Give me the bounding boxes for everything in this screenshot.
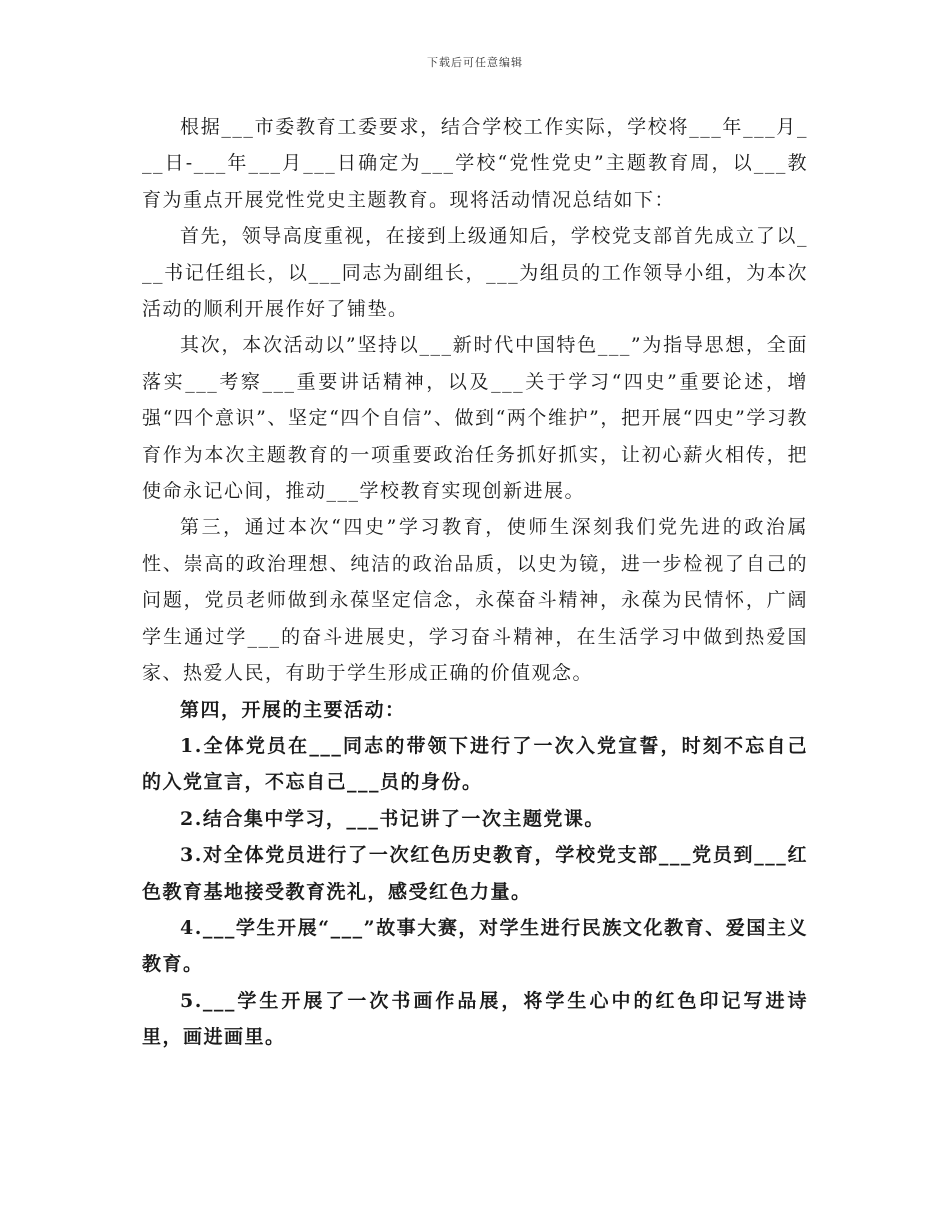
paragraph-first: 首先，领导高度重视，在接到上级通知后，学校党支部首先成立了以___书记任组长，以___同志为副组长，___为组员的工作领导小组，为本次活动的顺利开展作好了铺垫。	[142, 225, 808, 321]
paragraph-intro: 根据___市委教育工委要求，结合学校工作实际，学校将___年___月___日-___年___月___日确定为___学校“党性党史”主题教育周，以___教育为重点开展党性党史主题教育。现将活动情况总结如下：	[142, 116, 808, 211]
paragraph-third: 第三，通过本次“四史”学习教育，使师生深刻我们党先进的政治属性、崇高的政治理想、纯洁的政治品质，以史为镜，进一步检视了自己的问题，党员老师做到永葆坚定信念，永葆奋斗精神，永葆为民情怀，广阔学生通过学___的奋斗进展史，学习奋斗精神，在生活学习中做到热爱国家、热爱人民，有助于学生形成正确的价值观念。	[142, 516, 808, 685]
paragraph-second: 其次，本次活动以”坚持以___新时代中国特色___”为指导思想，全面落实___考察___重要讲话精神，以及___关于学习“四史”重要论述，增强“四个意识”、坚定“四个自信”、做到“两个维护”，把开展“四史”学习教育作为本次主题教育的一项重要政治任务抓好抓实，让初心薪火相传，把使命永记心间，推动___学校教育实现创新进展。	[142, 334, 808, 503]
activity-item-1: 1.全体党员在___同志的带领下进行了一次入党宣誓，时刻不忘自己的入党宣言，不忘自己___员的身份。	[142, 734, 808, 794]
document-body	[142, 109, 808, 1056]
activity-item-3: 3.对全体党员进行了一次红色历史教育，学校党支部___党员到___红色教育基地接受教育洗礼，感受红色力量。	[142, 844, 808, 903]
activity-item-5: 5.___学生开展了一次书画作品展，将学生心中的红色印记写进诗里，画进画里。	[142, 989, 808, 1049]
activities-heading: 第四，开展的主要活动：	[180, 698, 406, 721]
activity-item-4: 4.___学生开展“___”故事大赛，对学生进行民族文化教育、爱国主义教育。	[142, 916, 808, 976]
activity-item-2: 2.结合集中学习，___书记讲了一次主题党课。	[180, 807, 605, 830]
page-header: 下载后可任意编辑	[427, 56, 523, 69]
